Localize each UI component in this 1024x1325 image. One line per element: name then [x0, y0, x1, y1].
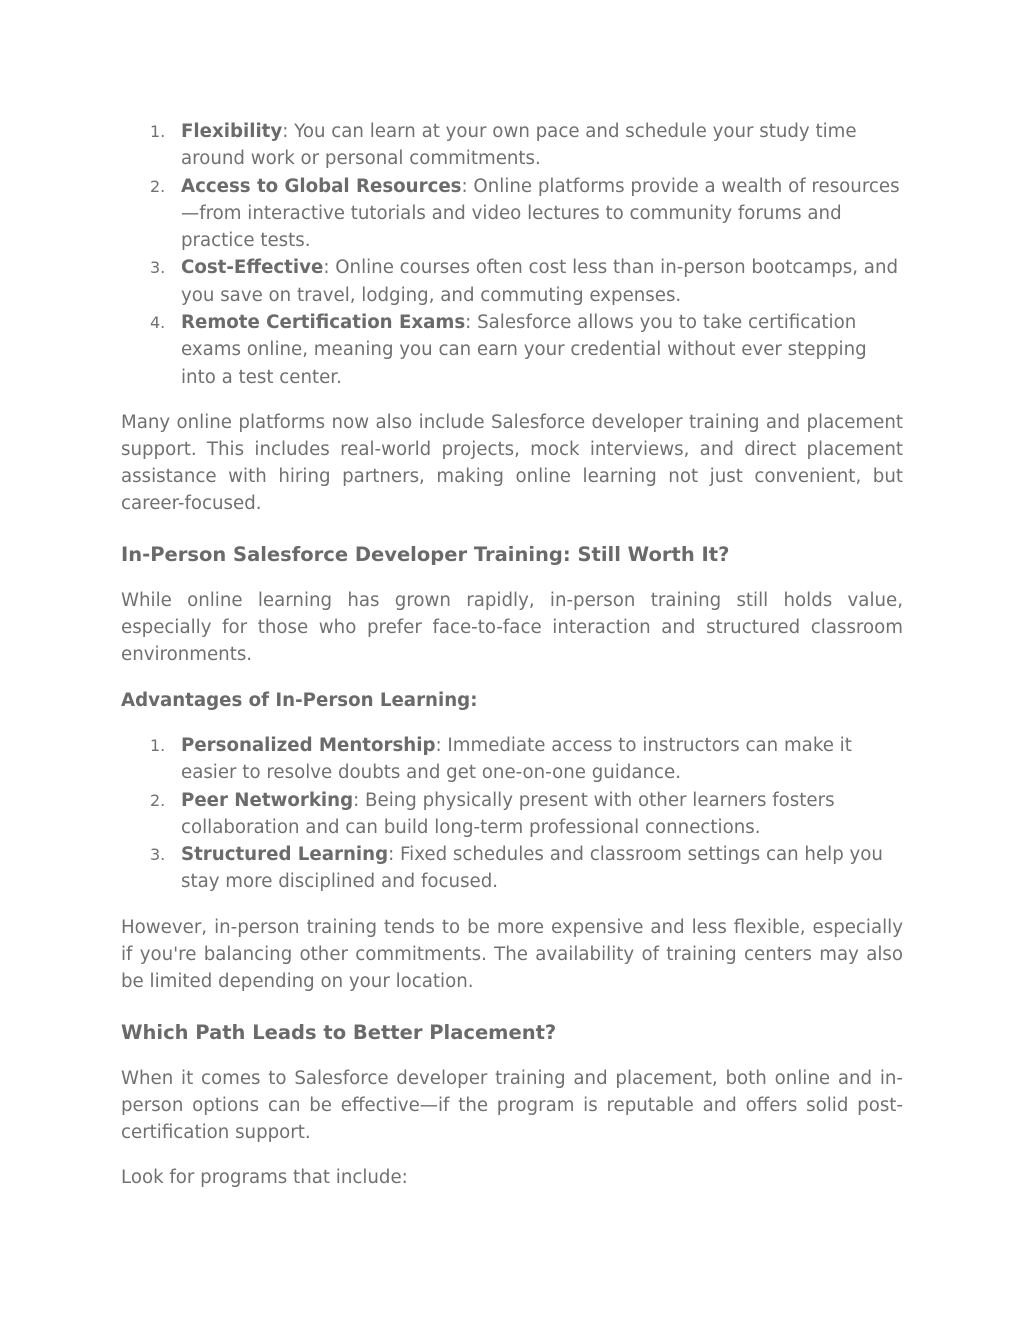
- subheading-advantages: Advantages of In-Person Learning:: [121, 689, 478, 711]
- list-number: 1.: [150, 735, 166, 755]
- document-page: [121, 118, 903, 1191]
- list-item: [121, 118, 903, 173]
- paragraph-placement-support: Many online platforms now also include Salesforce developer training and placement support. This includes real-world projects, mock interviews, and direct placement assistance with hiring partners, making online learning not just convenient, but career-focused.: [121, 411, 903, 514]
- list-item: [121, 787, 903, 842]
- list-text: : Online platforms provide a wealth of resources—from interactive tutorials and video lectures to community forums and practice tests.: [181, 175, 900, 252]
- list-number: 4.: [150, 313, 166, 333]
- list-term: Personalized Mentorship: [181, 734, 436, 756]
- list-text: : Immediate access to instructors can make it easier to resolve doubts and get one-on-one guidance.: [181, 734, 852, 784]
- section-heading-better-placement: Which Path Leads to Better Placement?: [121, 1020, 557, 1044]
- list-text: : Fixed schedules and classroom settings can help you stay more disciplined and focused.: [181, 844, 883, 893]
- list-term: Remote Certification Exams: [181, 312, 466, 334]
- list-term: Flexibility: [181, 121, 283, 142]
- list-number: 2.: [150, 176, 166, 196]
- list-text: : You can learn at your own pace and schedule your study time around work or personal commitments.: [181, 121, 857, 170]
- list-text: : Online courses often cost less than in-person bootcamps, and you save on travel, lodging, and commuting expenses.: [181, 257, 899, 306]
- in-person-advantages-list: [121, 732, 903, 896]
- list-number: 1.: [150, 122, 166, 141]
- list-number: 3.: [150, 258, 166, 278]
- list-text: : Being physically present with other learners fosters collaboration and can build long-term professional connections.: [181, 789, 835, 838]
- list-term: Structured Learning: [181, 844, 389, 866]
- list-term: Access to Global Resources: [181, 175, 462, 197]
- paragraph-placement-comparison: When it comes to Salesforce developer training and placement, both online and in-person options can be effective—if the program is reputable and offers solid post-certification support.: [121, 1067, 903, 1143]
- paragraph-look-for-programs: Look for programs that include:: [121, 1166, 408, 1188]
- section-heading-in-person: In-Person Salesforce Developer Training: Still Worth It?: [121, 542, 730, 566]
- paragraph-in-person-drawbacks: However, in-person training tends to be more expensive and less flexible, especially if you're balancing other commitments. The availability of training centers may also be limited depending on your location.: [121, 916, 903, 992]
- list-number: 2.: [150, 790, 166, 810]
- list-term: Peer Networking: [181, 789, 354, 811]
- list-item: [121, 309, 903, 391]
- paragraph-in-person-value: While online learning has grown rapidly, in-person training still holds value, especially for those who prefer face-to-face interaction and structured classroom environments.: [121, 589, 903, 665]
- list-item: [121, 173, 903, 255]
- list-text: : Salesforce allows you to take certification exams online, meaning you can earn your credential without ever stepping into a test center.: [181, 312, 867, 388]
- online-benefits-list: [121, 118, 903, 391]
- list-item: [121, 254, 903, 309]
- list-item: [121, 841, 903, 896]
- list-number: 3.: [150, 845, 166, 865]
- list-term: Cost-Effective: [181, 257, 324, 279]
- list-item: [121, 732, 903, 787]
